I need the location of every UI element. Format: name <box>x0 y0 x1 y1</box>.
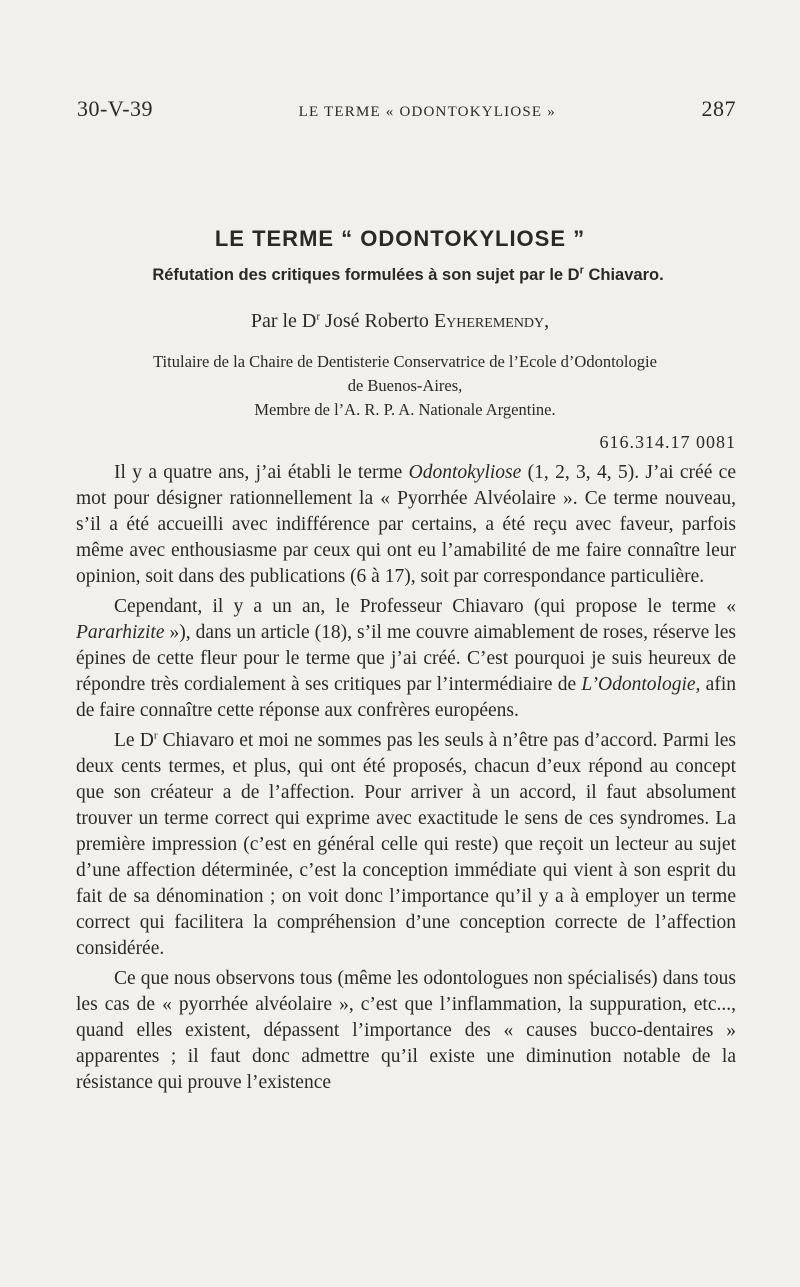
author-surname: Eyheremendy, <box>433 310 550 332</box>
running-head <box>77 96 736 122</box>
classification-number: 616.314.17 0081 <box>599 432 736 452</box>
p1-italic-term: Odontokyliose <box>408 462 522 483</box>
author-given-name: José Roberto <box>320 310 434 332</box>
p2-text-a: Cependant, il y a un an, le Professeur Chiavaro (qui propose le terme « <box>114 596 736 617</box>
p2-italic-term: Pararhizite <box>76 622 165 643</box>
article-body <box>76 460 736 1100</box>
p3-text-b: Chiavaro et moi ne sommes pas les seuls à n’être pas d’accord. Parmi les deux cents termes, et plus, qui ont été proposés, chacun d’eux répond au concept que son créateur a de l’affection. Pour arriver à un accord, il faut absolument trouver un terme correct qui exprime avec exactitude le sens de ces syndromes. La première impression (c’est en général celle qui reste) que reçoit un lecteur au sujet d’une affection déterminée, c’est la conception immédiate qui vient à son esprit du fait de sa dénomination ; on voit donc l’importance qu’il y a à employer un terme correct qui facilitera la compréhension d’une conception correcte de l’affection considérée. <box>76 730 736 959</box>
author-affiliation <box>70 350 740 422</box>
p3-text-a: Le D <box>114 730 154 751</box>
running-title: LE TERME « ODONTOKYLIOSE » <box>298 104 556 120</box>
author-line <box>0 310 800 333</box>
paragraph-1 <box>76 460 736 590</box>
author-prefix: Par le D <box>250 310 317 332</box>
p2-italic-journal: L’Odontologie, <box>581 674 701 695</box>
affiliation-line-2: de Buenos-Aires, <box>347 376 463 395</box>
affiliation-line-3: Membre de l’A. R. P. A. Nationale Argentine. <box>254 400 556 419</box>
subtitle-end: Chiavaro. <box>583 266 664 284</box>
paragraph-4: Ce que nous observons tous (même les odontologues non spécialisés) dans tous les cas de « pyorrhée alvéolaire », c’est que l’inflammation, la suppuration, etc..., quand elles existent, dépassent l’importance des « causes bucco-dentaires » apparentes ; il faut donc admettre qu’il existe une diminution notable de la résistance qui prouve l’existence <box>76 968 736 1093</box>
paragraph-2 <box>76 594 736 724</box>
p2-text-c: afin de faire connaître cette réponse aux confrères européens. <box>76 674 736 721</box>
paragraph-3 <box>76 728 736 962</box>
author-sup: r <box>316 310 321 323</box>
subtitle-sup: r <box>579 264 584 277</box>
affiliation-line-1: Titulaire de la Chaire de Dentisterie Conservatrice de l’Ecole d’Odontologie <box>153 352 657 371</box>
article-title: LE TERME “ ODONTOKYLIOSE ” <box>214 226 586 251</box>
p1-text-b: (1, 2, 3, 4, 5). J’ai créé ce mot pour désigner rationnellement la « Pyorrhée Alvéolaire ». Ce terme nouveau, s’il a été accueilli avec indifférence par certains, a été reçu avec faveur, parfois même avec enthousiasme par ceux qui ont eu l’amabilité de me faire connaître leur opinion, soit dans des publications (6 à 17), soit par correspondance particulière. <box>76 462 736 587</box>
page-number: 287 <box>701 96 736 121</box>
p1-text-a: Il y a quatre ans, j’ai établi le terme <box>114 462 409 483</box>
issue-date: 30-V-39 <box>77 96 154 121</box>
article-subtitle <box>76 266 740 285</box>
p3-sup: r <box>153 729 158 742</box>
p2-text-b: »), dans un article (18), s’il me couvre aimablement de roses, réserve les épines de cette fleur pour le terme que j’ai créé. C’est pourquoi je suis heureux de répondre très cordialement à ses critiques par l’intermédiaire de <box>76 622 736 695</box>
subtitle-text: Réfutation des critiques formulées à son sujet par le D <box>152 266 580 284</box>
